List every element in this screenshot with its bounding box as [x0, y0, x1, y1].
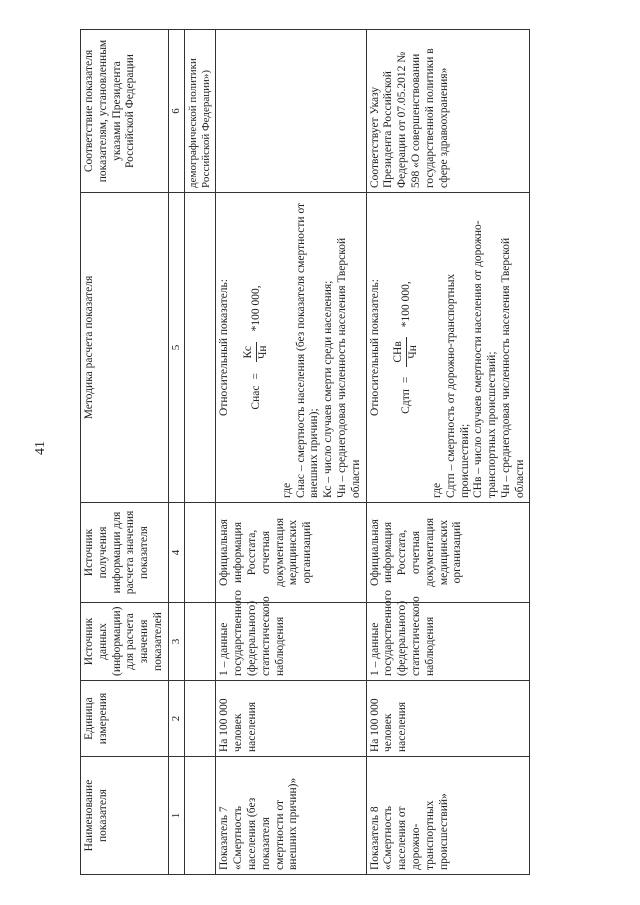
definition: Сдтп – смертность от дорожно-транспортных происшествий;: [444, 273, 471, 498]
indicator-source-data: 1 – данные государственного (федерального) статистического наблюдения: [216, 603, 366, 681]
col-number: 2: [168, 681, 184, 757]
continuation-compliance: демографической политики Российской Федерации»): [184, 30, 215, 193]
header-name: Наименование показателя: [81, 757, 169, 875]
formula-fraction: [392, 337, 421, 366]
formula-denominator: Чн: [256, 345, 269, 360]
indicator-name: Показатель 8 «Смертность населения от дорожно-транспортных происшествий»: [366, 757, 530, 875]
definition: Чн – среднегодовая численность населения Тверской области: [499, 237, 526, 498]
table-row: [366, 30, 530, 875]
method-intro: Относительный показатель:: [368, 279, 381, 416]
formula-eq: =: [249, 373, 262, 380]
definition: СНв – число случаев смертности населения от дорожно-транспортных происшествий;: [472, 220, 499, 498]
formula-multiplier: *100 000,: [249, 285, 262, 332]
formula-numerator: Кс: [242, 342, 257, 363]
formula-denominator: Чн: [407, 345, 420, 359]
col-number: 1: [168, 757, 184, 875]
page-number: 41: [33, 441, 48, 455]
formula-eq: =: [399, 376, 412, 384]
header-source-info: Источник получения информации для расчета значения показателя: [81, 503, 169, 603]
col-number: 5: [168, 193, 184, 503]
table-row: [216, 30, 366, 875]
rotated-table-container: [80, 30, 605, 875]
header-unit: Единица измерения: [81, 681, 169, 757]
formula: [392, 197, 421, 498]
header-compliance: Соответствие показателя показателям, установленным указами Президента Российской Федерации: [81, 30, 169, 193]
indicator-source-data: 1 – данные государственного (федерального) статистического наблюдения: [366, 603, 530, 681]
indicator-unit: На 100 000 человек населения: [366, 681, 530, 757]
formula-multiplier: *100 000,: [399, 281, 412, 328]
definition: Снас – смертность населения (без показателя смертности от внешних причин);: [294, 202, 321, 498]
where-label: где: [280, 482, 293, 498]
definition: Чн – среднегодовая численность населения Тверской области: [335, 237, 362, 498]
header-method: Методика расчета показателя: [81, 193, 169, 503]
continuation-row: [184, 30, 215, 875]
indicators-table: [80, 29, 530, 875]
method-intro: Относительный показатель:: [218, 279, 231, 416]
header-row: [81, 30, 169, 875]
indicator-source-info: Официальная информация Росстата, отчетная документация медицинских организаций: [366, 503, 530, 603]
col-number: 6: [168, 30, 184, 193]
formula-numerator: СНв: [392, 337, 407, 366]
formula-lhs: Сдтп: [399, 389, 412, 414]
column-number-row: [168, 30, 184, 875]
formula-lhs: Снас: [249, 385, 262, 410]
indicator-name: Показатель 7 «Смертность населения (без показателя смертности от внешних причин)»: [216, 757, 366, 875]
formula: [242, 197, 271, 498]
indicator-compliance: Соответствует Указу Президента Российской Федерации от 07.05.2012 № 598 «О совершенствовании государственной политики в сфере здравоохранения»: [366, 30, 530, 193]
indicator-method: [366, 193, 530, 503]
header-source-data: Источник данных (информации) для расчета значения показателей: [81, 603, 169, 681]
formula-fraction: [242, 341, 271, 363]
indicator-source-info: Официальная информация Росстата, отчетная документация медицинских организаций: [216, 503, 366, 603]
indicator-method: [216, 193, 366, 503]
indicator-compliance: [216, 30, 366, 193]
indicator-unit: На 100 000 человек населения: [216, 681, 366, 757]
col-number: 4: [168, 503, 184, 603]
definition: Кс – число случаев смерти среди населения;: [322, 280, 335, 498]
where-label: где: [430, 482, 443, 498]
col-number: 3: [168, 603, 184, 681]
